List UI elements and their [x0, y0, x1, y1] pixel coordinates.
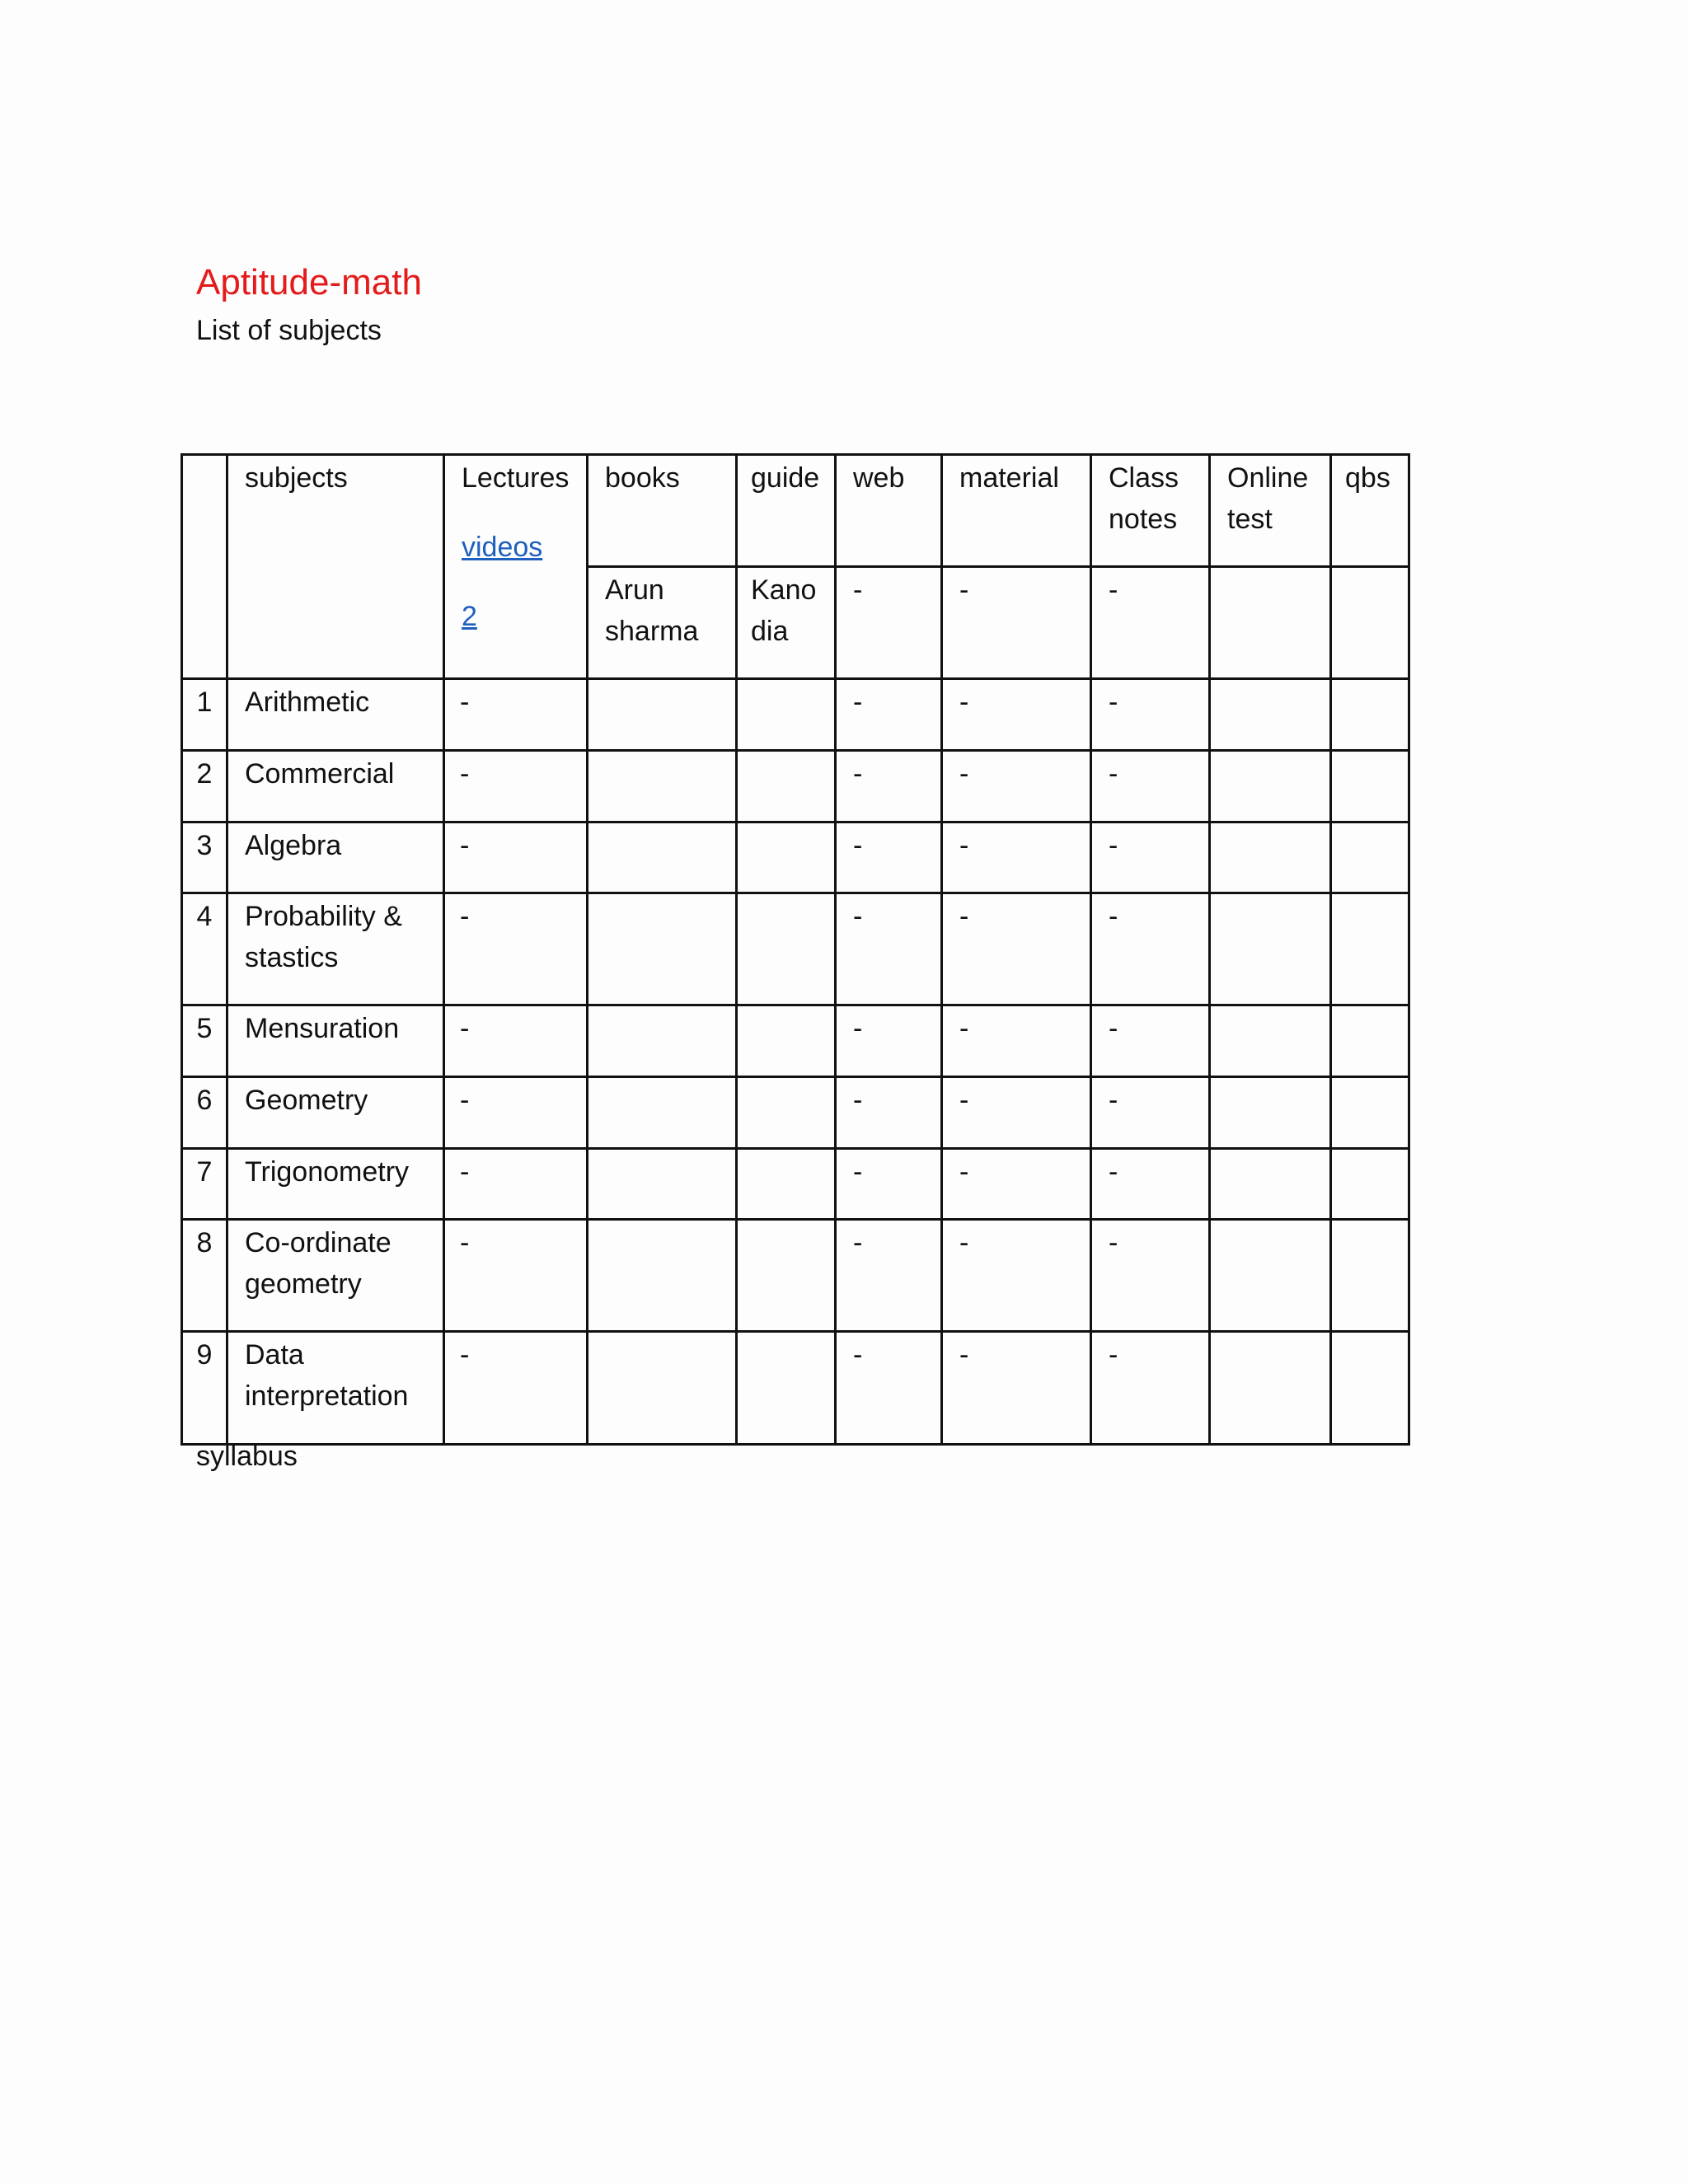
row-material: - [942, 823, 1091, 893]
row-web: - [836, 1149, 942, 1220]
document-title: Aptitude-math [196, 262, 422, 302]
subheader-class-notes-cell [1091, 567, 1210, 679]
row-material: - [942, 679, 1091, 751]
row-class-notes: - [1091, 1077, 1210, 1149]
row-online-test [1210, 823, 1331, 893]
subheader-material-cell [942, 567, 1091, 679]
row-guide [737, 893, 836, 1005]
row-online-test [1210, 893, 1331, 1005]
header-qbs: qbs [1345, 462, 1390, 494]
row-guide [737, 751, 836, 823]
row-web: - [836, 893, 942, 1005]
videos-2-link[interactable]: 2 [462, 601, 477, 632]
row-web: - [836, 1005, 942, 1077]
row-number: 2 [182, 751, 227, 823]
row-material: - [942, 893, 1091, 1005]
subheader-books-cell [588, 567, 737, 679]
table-row [182, 823, 1409, 893]
row-number: 4 [182, 893, 227, 1005]
subheader-qbs-cell [1331, 567, 1409, 679]
row-number: 3 [182, 823, 227, 893]
table-row [182, 1077, 1409, 1149]
header-lectures-cell [444, 455, 588, 679]
header-material-cell [942, 455, 1091, 567]
row-online-test [1210, 679, 1331, 751]
row-number: 1 [182, 679, 227, 751]
header-material: material [959, 462, 1059, 494]
header-subjects: subjects [245, 462, 348, 494]
subheader-web-cell [836, 567, 942, 679]
row-lectures: - [444, 1077, 588, 1149]
row-online-test [1210, 1005, 1331, 1077]
videos-link[interactable]: videos [462, 532, 543, 563]
header-online-test: Online test [1227, 462, 1309, 535]
row-lectures: - [444, 823, 588, 893]
row-books [588, 1332, 737, 1445]
row-number: 8 [182, 1220, 227, 1332]
table-row [182, 893, 1409, 1005]
row-class-notes: - [1091, 751, 1210, 823]
row-books [588, 1220, 737, 1332]
header-subjects-cell [227, 455, 444, 679]
row-qbs [1331, 1149, 1409, 1220]
row-material: - [942, 751, 1091, 823]
row-subject: Geometry [227, 1077, 444, 1149]
row-number: 7 [182, 1149, 227, 1220]
row-subject: Arithmetic [227, 679, 444, 751]
header-web-cell [836, 455, 942, 567]
row-lectures: - [444, 679, 588, 751]
header-num-cell [182, 455, 227, 679]
row-qbs [1331, 1077, 1409, 1149]
row-number: 9 [182, 1332, 227, 1445]
subheader-online-test-cell [1210, 567, 1331, 679]
row-qbs [1331, 893, 1409, 1005]
row-books [588, 823, 737, 893]
header-class-notes: Class notes [1109, 462, 1179, 535]
row-guide [737, 1005, 836, 1077]
row-subject: Probability & stastics [227, 893, 444, 1005]
row-guide [737, 1077, 836, 1149]
row-books [588, 679, 737, 751]
row-lectures: - [444, 1149, 588, 1220]
row-material: - [942, 1005, 1091, 1077]
row-class-notes: - [1091, 1332, 1210, 1445]
row-web: - [836, 1220, 942, 1332]
row-subject: Algebra [227, 823, 444, 893]
row-subject: Trigonometry [227, 1149, 444, 1220]
subheader-material: - [959, 574, 969, 606]
row-online-test [1210, 1220, 1331, 1332]
header-online-test-cell [1210, 455, 1331, 567]
row-number: 6 [182, 1077, 227, 1149]
row-qbs [1331, 823, 1409, 893]
row-books [588, 751, 737, 823]
subheader-books: Arun sharma [605, 574, 699, 647]
row-books [588, 893, 737, 1005]
subheader-guide-cell [737, 567, 836, 679]
row-lectures: - [444, 893, 588, 1005]
header-class-notes-cell [1091, 455, 1210, 567]
row-web: - [836, 1077, 942, 1149]
row-class-notes: - [1091, 1149, 1210, 1220]
table-row [182, 1220, 1409, 1332]
row-qbs [1331, 751, 1409, 823]
syllabus-note: syllabus [196, 1441, 298, 1472]
row-material: - [942, 1149, 1091, 1220]
row-online-test [1210, 751, 1331, 823]
row-guide [737, 1220, 836, 1332]
table-row [182, 1005, 1409, 1077]
row-class-notes: - [1091, 823, 1210, 893]
row-guide [737, 1149, 836, 1220]
header-lectures: Lectures [462, 462, 570, 494]
row-material: - [942, 1077, 1091, 1149]
row-guide [737, 823, 836, 893]
subheader-class-notes: - [1109, 574, 1118, 606]
row-guide [737, 679, 836, 751]
header-guide-cell [737, 455, 836, 567]
row-material: - [942, 1220, 1091, 1332]
table-row [182, 679, 1409, 751]
subheader-web: - [853, 574, 863, 606]
row-web: - [836, 679, 942, 751]
row-online-test [1210, 1077, 1331, 1149]
row-lectures: - [444, 751, 588, 823]
subheader-guide: Kano dia [751, 574, 817, 647]
row-subject: Commercial [227, 751, 444, 823]
table-row [182, 1332, 1409, 1445]
row-subject: Data interpretation [227, 1332, 444, 1445]
row-number: 5 [182, 1005, 227, 1077]
header-qbs-cell [1331, 455, 1409, 567]
row-web: - [836, 1332, 942, 1445]
row-qbs [1331, 1005, 1409, 1077]
row-guide [737, 1332, 836, 1445]
row-lectures: - [444, 1332, 588, 1445]
header-web: web [853, 462, 905, 494]
header-books: books [605, 462, 680, 494]
row-lectures: - [444, 1005, 588, 1077]
row-books [588, 1005, 737, 1077]
header-guide: guide [751, 462, 820, 494]
row-class-notes: - [1091, 679, 1210, 751]
row-books [588, 1077, 737, 1149]
row-online-test [1210, 1332, 1331, 1445]
row-qbs [1331, 1332, 1409, 1445]
row-books [588, 1149, 737, 1220]
table-row [182, 751, 1409, 823]
row-online-test [1210, 1149, 1331, 1220]
row-class-notes: - [1091, 1220, 1210, 1332]
row-subject: Co-ordinate geometry [227, 1220, 444, 1332]
row-qbs [1331, 679, 1409, 751]
subjects-table [181, 453, 1410, 1446]
row-class-notes: - [1091, 1005, 1210, 1077]
header-books-cell [588, 455, 737, 567]
row-web: - [836, 751, 942, 823]
row-class-notes: - [1091, 893, 1210, 1005]
row-qbs [1331, 1220, 1409, 1332]
row-web: - [836, 823, 942, 893]
document-subtitle: List of subjects [196, 315, 382, 346]
table-row [182, 1149, 1409, 1220]
row-subject: Mensuration [227, 1005, 444, 1077]
row-lectures: - [444, 1220, 588, 1332]
row-material: - [942, 1332, 1091, 1445]
